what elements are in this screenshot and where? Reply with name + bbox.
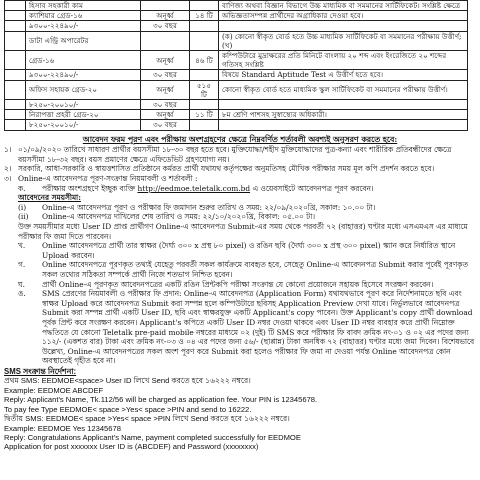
item-number: ৩।	[4, 174, 12, 184]
count-cell	[190, 31, 219, 50]
document-page	[4, 0, 476, 480]
qualification-cell: অভিজ্ঞতাসম্পন্ন প্রার্থীদের অগ্রাধিকার দেওয়া হবে।	[219, 11, 468, 21]
count-cell: ১১ টি	[190, 110, 219, 120]
post-cell: ক্যাশিয়ার গ্রেড-১৬	[26, 11, 141, 21]
sms-line: Reply: Applicant's Name, Tk.112/56 will be charged as application fee. Your PIN is 12345678.	[4, 395, 318, 405]
qualification-cell: বাণিজ্য অথবা বিজ্ঞান বিভাগে উচ্চ মাধ্যমিক বা সমমানের সার্টিফিকেট। সংশ্লিষ্ট ক্ষেত্রে	[219, 1, 468, 11]
table-row	[5, 11, 468, 21]
jobs-table	[4, 0, 468, 131]
table-row	[5, 100, 468, 110]
age-cell: অনূর্ধ্ব	[141, 11, 190, 21]
count-cell	[190, 120, 219, 130]
age-cell: ৩০ বছর	[141, 120, 190, 130]
table-row	[5, 120, 468, 130]
sub-text	[42, 184, 476, 194]
sub-text: Online আবেদনপত্রে পূরণকৃত তথ্যই যেহেতু পরবর্তী সকল কার্যক্রমে ব্যবহৃত হবে, সেহেতু Online-এ আবেদনপত্র Submit করার পূর্বেই পূরণকৃত সকল তথ্যের সঠিকতা সম্পর্কে প্রার্থী নিজে শতভাগ নিশ্চিত হবেন।	[42, 260, 468, 279]
conditions-list	[4, 145, 476, 366]
post-cell: হিসাব সহকারী কাম	[26, 1, 141, 11]
count-cell	[190, 70, 219, 80]
sms-line: Example: EEDMOE ABCDEF	[4, 385, 104, 395]
schedule-title: আবেদনের সময়সীমা:	[18, 193, 81, 203]
sub-item	[4, 280, 476, 290]
sms-title: SMS সংক্রান্ত নির্দেশনা:	[4, 366, 77, 376]
sub-number: খ.	[18, 241, 26, 251]
age-cell: অনূর্ধ্ব	[141, 110, 190, 120]
age-cell: ৩০ বছর	[141, 21, 190, 31]
sms-line: প্রথম SMS: EEDMOE<space> User ID লিখে Send করতে হবে ১৬২২২ নম্বরে।	[4, 376, 251, 386]
sub-number: ক.	[18, 183, 26, 193]
qualification-cell: কোনো স্বীকৃত বোর্ড হতে মাধ্যমিক স্কুল সার্টিফিকেট বা সমমানের পরীক্ষায় উত্তীর্ণ।	[219, 80, 468, 99]
serial-cell	[5, 11, 26, 21]
sub-text-lead: পরীক্ষায় অংশগ্রহণে ইচ্ছুক ব্যক্তি	[42, 183, 136, 193]
condition-item	[4, 145, 476, 164]
age-cell: ৩০ বছর	[141, 70, 190, 80]
qualification-cell	[219, 100, 468, 110]
count-cell: ৫১৫ টি	[190, 80, 219, 99]
item-text: Online-এ আবেদনপত্র পূরণ-সংক্রান্ত নিয়মাবলী ও শর্তাবলী :	[18, 174, 198, 184]
sub-text-tail: এ ওয়েবসাইটে আবেদনপত্র পূরণ করবেন।	[252, 183, 374, 193]
serial-cell	[5, 120, 26, 130]
age-cell: ৩০ বছর	[141, 100, 190, 110]
sub-number: ঙ.	[18, 289, 26, 299]
sub-number: গ.	[18, 260, 26, 270]
schedule-number: (i)	[18, 202, 27, 212]
sms-instructions	[4, 376, 476, 451]
serial-cell	[5, 31, 26, 50]
schedule-note: উক্ত সময়সীমার মধ্যে User ID প্রাপ্ত প্রার্থীগণ Online-এ আবেদনপত্র Submit-এর সময় থেকে পরবর্তী ৭২ (বাহাত্তর) ঘণ্টার মধ্যে এসএমএস এর মাধ্যমে পরীক্ষার ফি জমা দিতে পারবেন।	[18, 221, 468, 241]
qualification-cell: ৮ম শ্রেণি পাশসহ সুস্বাস্থ্যের অধিকারী।	[219, 110, 468, 120]
qualification-cell: বিষয়ে Standard Aptitude Test এ উত্তীর্ণ হতে হবে।	[219, 70, 468, 80]
age-cell	[141, 31, 190, 50]
sms-line: Reply: Congratulations Applicant's Name, payment completed successfully for EEDMOE	[4, 432, 301, 442]
post-cell: নিরাপত্তা প্রহরী গ্রেড-২০	[26, 110, 141, 120]
item-text: সরকারি, আধা-সরকারি ও স্বায়ত্তশাসিত প্রতিষ্ঠানে কর্মরত প্রার্থী যথাযথ কর্তৃপক্ষের অনুমতিসহ মৌখিক পরীক্ষার সময় মূল কপি প্রদর্শন করতে হবে।	[18, 164, 435, 174]
table-row	[5, 70, 468, 80]
table-row	[5, 21, 468, 31]
schedule-item	[4, 212, 476, 222]
post-cell: ৯৩০০-২২৪৯০/-	[26, 70, 141, 80]
sub-text: SMS প্রেরণের নিয়মাবলী ও পরীক্ষার ফি প্রদান: Online-এ আবেদনপত্র (Application Form) যথাযথভাবে পূরণ করে নির্দেশনামতে ছবি এবং স্বাক্ষর Upload করে আবেদনপত্র Submit করা সম্পন্ন হলে কম্পিউটারে ছবিসহ Application Preview দেখা যাবে। নির্ভুলভাবে আবেদনপত্র Submit করা সম্পন্ন প্রার্থী একটি User ID, ছবি এবং স্বাক্ষরযুক্ত একটি Applicant's copy পাবেন। উক্ত Applicant's copy প্রার্থী download পূর্বক প্রিন্ট করে সংরক্ষণ করবেন। Applicant's কপিতে একটি User ID নম্বর দেওয়া থাকবে এবং User ID নম্বর ব্যবহার করে প্রার্থী নিম্নোক্ত পদ্ধতিতে যে কোনো Teletalk pre-paid mobile নম্বরের মাধ্যমে ০২ (দুই) টি SMS করে পরীক্ষার ফি বাবদ ক্রমিক নং-০১ ও ০২ এর পদের জন্য ১১২/- (একশত বার) টাকা এবং ক্রমিক নং-০৩ ও ০৪ এর পদের জন্য ৫৬/- (ছাপ্পান্ন) টাকা অনধিক ৭২ (বাহাত্তর) ঘণ্টার মধ্যে জমা দিবেন। বিশেষভাবে উল্লেখ্য, Online-এ আবেদনপত্রের সকল অংশ পূরণ করে Submit করা হলেও পরীক্ষার ফি জমা না দেওয়া পর্যন্ত Online আবেদনপত্র কোন অবস্থাতেই গৃহীত হবে না।	[42, 289, 475, 366]
qualification-cell: কম্পিউটারে মুদ্রাক্ষরের প্রতি মিনিটে বাংলায় ২০ শব্দ এবং ইংরেজিতে ২০ শব্দের গতিসহ সংশ্লিষ্ট	[219, 51, 468, 70]
schedule-text: Online-এ আবেদনপত্র দাখিলের শেষ তারিখ ও সময়: ২২/১০/২০২০খ্রি, বিকাল: ০৫.০০ টা।	[42, 212, 315, 222]
post-cell: অফিস সহায়ক গ্রেড-২০	[26, 80, 141, 99]
table-row	[5, 1, 468, 11]
table-row	[5, 80, 468, 99]
count-cell: ৪৬ টি	[190, 51, 219, 70]
sub-item	[4, 289, 476, 366]
conditions-title: আবেদন ফরম পূরণ এবং পরীক্ষায় অংশগ্রহণের ক্ষেত্রে নিম্নবর্ণিত শর্তাবলী অবশ্যই অনুসরণ করতে হবে:	[82, 134, 398, 144]
qualification-cell: (ক) কোনো স্বীকৃত বোর্ড হতে উচ্চ মাধ্যমিক সার্টিফিকেট বা সমমানের পরীক্ষায় উত্তীর্ণ; (খ)	[219, 31, 468, 50]
age-cell	[141, 1, 190, 11]
table-row	[5, 51, 468, 70]
count-cell: ১৪ টি	[190, 11, 219, 21]
schedule-number: (ii)	[18, 212, 29, 222]
serial-cell	[5, 110, 26, 120]
sms-line: Application for post xxxxxxx User ID is (ABCDEF) and Password (xxxxxxxx)	[4, 442, 259, 452]
age-cell: অনূর্ধ্ব	[141, 51, 190, 70]
sms-line: Example: EEDMOE Yes 12345678	[4, 423, 121, 433]
qualification-cell	[219, 21, 468, 31]
condition-item	[4, 174, 476, 184]
serial-cell	[5, 1, 26, 11]
age-cell: অনূর্ধ্ব	[141, 80, 190, 99]
item-text: ০১/০৯/২০২০ তারিখে সাধারণ প্রার্থীর বয়সসীমা ১৮-৩০ বছর হতে হবে। মুক্তিযোদ্ধা/শহীদ মুক্তিযোদ্ধাদের পুত্র-কন্যা এবং শারীরিক প্রতিবন্ধীদের ক্ষেত্রে বয়সসীমা ১৮-৩২ বছর। বয়স প্রমাণের ক্ষেত্রে এফিডেভিট গ্রহণযোগ্য নয়।	[18, 145, 452, 164]
serial-cell	[5, 51, 26, 70]
sms-line: দ্বিতীয় SMS: EEDMOE< space >Yes< space >PIN লিখে Send করতে হবে ১৬২২২ নম্বরে।	[4, 414, 290, 424]
website-link[interactable]: http://eedmoe.teletalk.com.bd	[137, 183, 251, 193]
post-cell: গ্রেড-১৬	[26, 51, 141, 70]
serial-cell	[5, 21, 26, 31]
item-number: ২।	[4, 164, 12, 174]
table-row	[5, 31, 468, 50]
count-cell	[190, 21, 219, 31]
post-cell: ৮২৫০-২০০১০/-	[26, 100, 141, 110]
post-cell: ৮২৫০-২০০১০/-	[26, 120, 141, 130]
schedule-text: Online-এ আবেদনপত্র পূরণ ও পরীক্ষার ফি জমাদান শুরুর তারিখ ও সময়: ২২/০৯/২০২০খ্রি, সকাল: ১০.০০ টা।	[42, 202, 376, 212]
serial-cell	[5, 70, 26, 80]
count-cell	[190, 1, 219, 11]
sub-text: প্রার্থী Online-এ পূরণকৃত আবেদনপত্রের একটি রঙিন প্রিন্টকপি পরীক্ষা সংক্রান্ত যে কোনো প্রয়োজনে সহায়ক হিসেবে সংরক্ষণ করবেন।	[42, 279, 434, 289]
qualification-cell	[219, 120, 468, 130]
count-cell	[190, 100, 219, 110]
post-cell: ডাটা এন্ট্রি অপারেটর	[26, 31, 141, 50]
sub-item-a	[4, 184, 476, 194]
sub-number: ঘ.	[18, 279, 25, 289]
sms-line: To pay fee Type EEDMOE< space >Yes< space >PIN and send to 16222.	[4, 404, 252, 414]
sub-item	[4, 241, 476, 260]
serial-cell	[5, 80, 26, 99]
serial-cell	[5, 100, 26, 110]
sub-text: Online আবেদনপত্রে প্রার্থী তার স্বাক্ষর (দৈর্ঘ্য ৩০০ x প্রস্থ ৮০ pixel) ও রঙিন ছবি (দৈর্ঘ্য ৩০০ x প্রস্থ ৩০০ pixel) স্ক্যান করে নির্ধারিত স্থানে Upload করবেন।	[42, 241, 456, 260]
sub-item	[4, 260, 476, 279]
table-row	[5, 110, 468, 120]
condition-item	[4, 164, 476, 174]
item-number: ১।	[4, 145, 12, 155]
schedule-item	[4, 203, 476, 213]
post-cell: ৯৩০০-২২৪৯০/-	[26, 21, 141, 31]
